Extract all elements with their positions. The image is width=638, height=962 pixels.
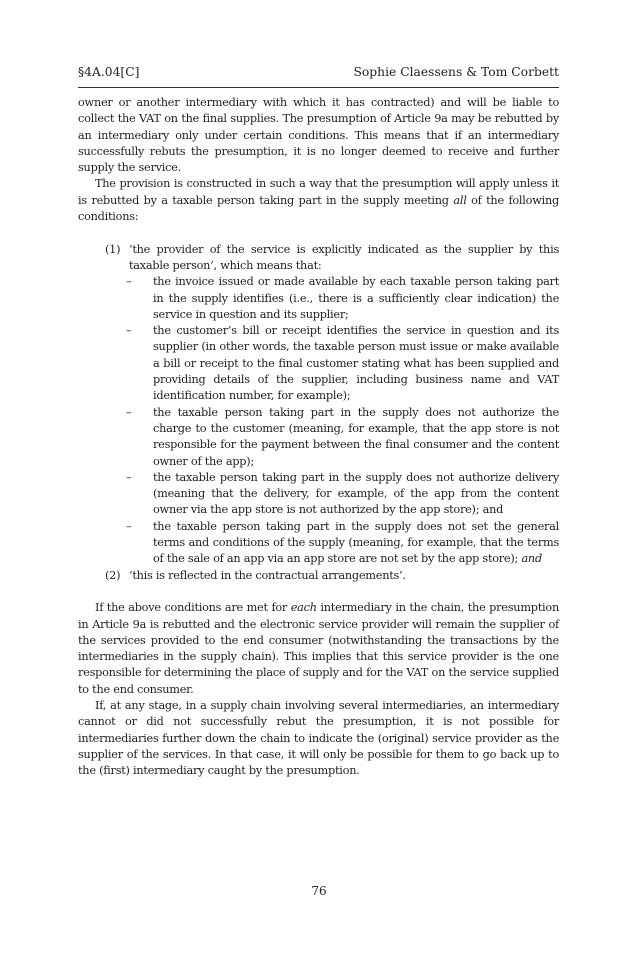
- page-number: 76: [311, 884, 327, 898]
- body-text: [78, 95, 559, 779]
- condition-1-text: ‘the provider of the service is explicitly indicated as the supplier by this taxable person’, which means that:: [129, 242, 559, 272]
- list-item-text: the taxable person taking part in the supply does not authorize the charge to the customer (meaning, for example, that the app store is not responsible for the payment between the final consumer and the content owner of the app);: [153, 405, 559, 468]
- list-item-text: [153, 519, 559, 568]
- dash-marker: –: [126, 405, 132, 419]
- dash-marker: –: [126, 470, 132, 484]
- dash-marker: –: [126, 275, 132, 289]
- list-item: [126, 405, 559, 470]
- section-reference: §4A.04[C]: [78, 65, 140, 79]
- list-item: [126, 274, 559, 323]
- paragraph-2-text-b: of the following conditions:: [78, 193, 559, 224]
- paragraph-3: [78, 600, 559, 698]
- condition-1: [105, 242, 559, 275]
- last-bullet-text: the taxable person taking part in the supply does not set the general terms and conditions of the supply (meaning, for example, that the terms of the sale of an app via an app store are not set by the app store);: [153, 519, 559, 566]
- paragraph-3-text-b: intermediary in the chain, the presumption in Article 9a is rebutted and the electronic service provider will remain the supplier of the services provided to the end consumer (notwithstanding the transactions by the intermediaries in the supply chain). This implies that this service provider is the one responsible for determining the place of supply and for the VAT on the service supplied to the end consumer.: [78, 601, 559, 696]
- condition-1-number: (1): [105, 242, 121, 256]
- paragraph-3-text-a: If the above conditions are met for: [95, 601, 291, 615]
- condition-1-bullets: [126, 274, 559, 567]
- condition-2-number: (2): [105, 568, 121, 582]
- dash-marker: –: [126, 324, 132, 338]
- list-item-text: the invoice issued or made available by each taxable person taking part in the supply identifies (i.e., there is a sufficiently clear indication) the service in question and its supplier;: [153, 275, 559, 321]
- spacer: [78, 225, 559, 241]
- paragraph-3-emphasis: each: [290, 601, 317, 615]
- paragraph-2-text-a: The provision is constructed in such a way that the presumption will apply unless it is rebutted by a taxable person taking part in the supply meeting: [78, 177, 559, 207]
- paragraph-2-emphasis: all: [453, 193, 467, 207]
- list-item-text: the taxable person taking part in the supply does not authorize delivery (meaning that the delivery, for example, of the app from the content owner via the app store is not authorized by the app store); and: [153, 470, 559, 517]
- list-item: [126, 519, 559, 568]
- running-header: [78, 64, 559, 80]
- header-rule: [78, 87, 559, 88]
- header-authors: Sophie Claessens & Tom Corbett: [353, 65, 559, 79]
- spacer: [78, 584, 559, 600]
- paragraph-4: If, at any stage, in a supply chain involving several intermediaries, an intermediary cannot or did not successfully rebut the presumption, it is not possible for intermediaries further down the chain to indicate the (original) service provider as the supplier of the services. In that case, it will only be possible for them to go back up to the (first) intermediary caught by the presumption.: [78, 698, 559, 778]
- paragraph-2: [78, 176, 559, 225]
- last-bullet-emphasis: and: [521, 552, 542, 566]
- list-item-text: the customer’s bill or receipt identifies the service in question and its supplier (in other words, the taxable person must issue or make available a bill or receipt to the final customer stating what has been supplied and providing details of the supplier, including business name and VAT identification number, for example);: [153, 324, 559, 403]
- condition-2: [105, 568, 559, 584]
- paragraph-1: owner or another intermediary with which it has contracted) and will be liable to collect the VAT on the final supplies. The presumption of Article 9a may be rebutted by an intermediary only under certain conditions. This means that if an intermediary successfully rebuts the presumption, it is no longer deemed to receive and further supply the service.: [78, 96, 559, 175]
- condition-2-text: ‘this is reflected in the contractual arrangements’.: [129, 568, 406, 582]
- dash-marker: –: [126, 519, 132, 533]
- list-item: [126, 470, 559, 519]
- list-item: [126, 323, 559, 404]
